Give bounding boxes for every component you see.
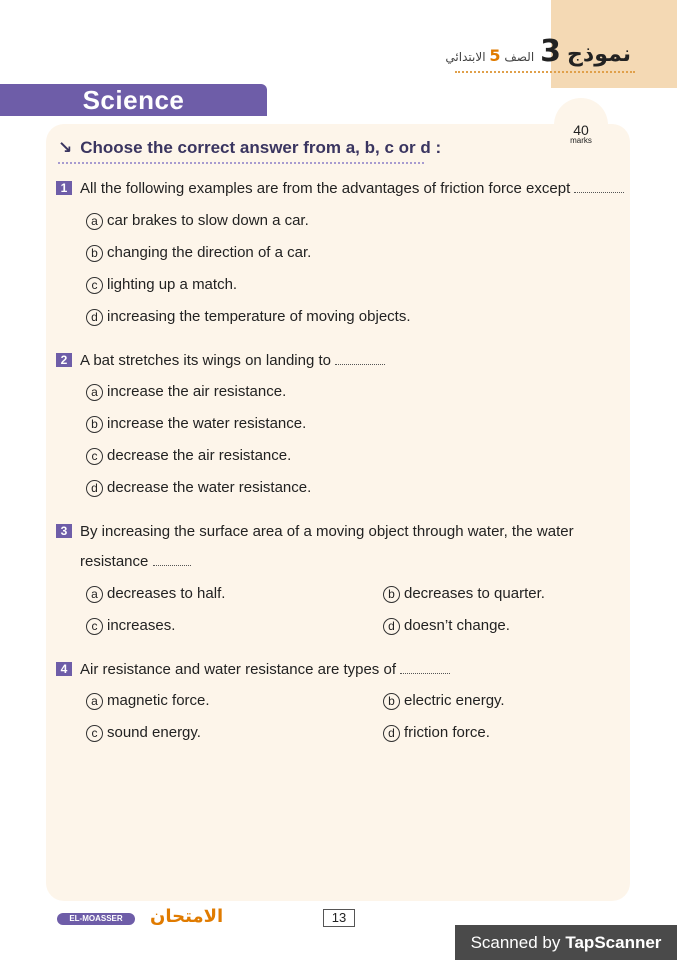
grade-number: 5 bbox=[489, 46, 501, 65]
option-1a[interactable] bbox=[86, 212, 309, 230]
option-2c[interactable] bbox=[86, 447, 291, 465]
page-number: 13 bbox=[323, 909, 355, 927]
scanner-brand: TapScanner bbox=[565, 932, 662, 952]
instruction-underline bbox=[58, 162, 424, 164]
option-3b[interactable] bbox=[383, 585, 545, 603]
marks-badge bbox=[554, 98, 608, 152]
grade-label bbox=[445, 46, 534, 65]
question-number: 4 bbox=[56, 662, 72, 676]
question-number: 2 bbox=[56, 353, 72, 367]
option-letter: d bbox=[86, 309, 103, 326]
brand-logo: الامتحان bbox=[150, 906, 224, 927]
question-3-continued bbox=[80, 553, 191, 570]
instruction bbox=[58, 138, 441, 158]
option-text: decrease the water resistance. bbox=[107, 479, 312, 496]
question-text: Air resistance and water resistance are types of bbox=[80, 661, 396, 678]
option-1d[interactable] bbox=[86, 308, 411, 326]
option-4c[interactable] bbox=[86, 724, 201, 742]
option-1c[interactable] bbox=[86, 276, 237, 294]
marks-label: marks bbox=[570, 136, 592, 145]
option-letter: b bbox=[383, 586, 400, 603]
option-text: sound energy. bbox=[107, 724, 201, 741]
answer-blank bbox=[335, 354, 385, 365]
option-4a[interactable] bbox=[86, 692, 210, 710]
option-letter: b bbox=[86, 416, 103, 433]
option-2b[interactable] bbox=[86, 415, 306, 433]
question-text: All the following examples are from the advantages of friction force except bbox=[80, 180, 571, 197]
option-text: car brakes to slow down a car. bbox=[107, 212, 309, 229]
option-letter: a bbox=[86, 586, 103, 603]
publisher-logo: EL-MOASSER bbox=[57, 913, 135, 925]
option-letter: c bbox=[86, 725, 103, 742]
option-letter: b bbox=[383, 693, 400, 710]
option-text: magnetic force. bbox=[107, 692, 210, 709]
instruction-text: Choose the correct answer from a, b, c or d : bbox=[80, 138, 442, 157]
option-letter: c bbox=[86, 448, 103, 465]
question-2 bbox=[56, 352, 385, 369]
option-text: decreases to quarter. bbox=[404, 585, 545, 602]
option-1b[interactable] bbox=[86, 244, 311, 262]
question-text: A bat stretches its wings on landing to bbox=[80, 352, 331, 369]
arrow-down-right-icon: ↘ bbox=[58, 138, 73, 157]
option-text: decreases to half. bbox=[107, 585, 226, 602]
option-3d[interactable] bbox=[383, 617, 510, 635]
option-text: increases. bbox=[107, 617, 176, 634]
option-letter: d bbox=[383, 618, 400, 635]
option-letter: a bbox=[86, 384, 103, 401]
answer-blank bbox=[153, 555, 191, 566]
option-3a[interactable] bbox=[86, 585, 225, 603]
option-4b[interactable] bbox=[383, 692, 505, 710]
option-text: friction force. bbox=[404, 724, 490, 741]
question-text-line2: resistance bbox=[80, 553, 149, 570]
option-letter: c bbox=[86, 618, 103, 635]
option-2a[interactable] bbox=[86, 383, 286, 401]
option-text: increase the air resistance. bbox=[107, 383, 287, 400]
option-text: electric energy. bbox=[404, 692, 505, 709]
scanner-watermark bbox=[455, 925, 677, 960]
option-text: increase the water resistance. bbox=[107, 415, 307, 432]
model-word: نموذج bbox=[567, 42, 631, 67]
question-number: 1 bbox=[56, 181, 72, 195]
exam-model-header bbox=[445, 34, 631, 69]
question-4 bbox=[56, 661, 450, 678]
question-card bbox=[46, 124, 630, 901]
option-3c[interactable] bbox=[86, 617, 175, 635]
option-4d[interactable] bbox=[383, 724, 490, 742]
option-text: lighting up a match. bbox=[107, 276, 238, 293]
option-text: changing the direction of a car. bbox=[107, 244, 312, 261]
question-number: 3 bbox=[56, 524, 72, 538]
scanner-prefix: Scanned by bbox=[470, 932, 561, 952]
option-letter: a bbox=[86, 693, 103, 710]
marks-value: 40 bbox=[573, 122, 589, 138]
question-text: By increasing the surface area of a moving object through water, the water bbox=[80, 523, 574, 540]
option-letter: c bbox=[86, 277, 103, 294]
answer-blank bbox=[400, 663, 450, 674]
option-text: increasing the temperature of moving objects. bbox=[107, 308, 411, 325]
subject-banner: Science bbox=[0, 84, 267, 116]
model-number: 3 bbox=[540, 34, 562, 69]
option-letter: a bbox=[86, 213, 103, 230]
option-text: doesn’t change. bbox=[404, 617, 510, 634]
option-letter: d bbox=[86, 480, 103, 497]
option-text: decrease the air resistance. bbox=[107, 447, 292, 464]
grade-suffix: الابتدائي bbox=[445, 50, 486, 64]
header-divider bbox=[455, 71, 635, 73]
option-2d[interactable] bbox=[86, 479, 311, 497]
question-1 bbox=[56, 180, 624, 197]
option-letter: d bbox=[383, 725, 400, 742]
question-3 bbox=[56, 523, 574, 540]
option-letter: b bbox=[86, 245, 103, 262]
answer-blank bbox=[574, 182, 624, 193]
grade-prefix: الصف bbox=[504, 50, 535, 64]
